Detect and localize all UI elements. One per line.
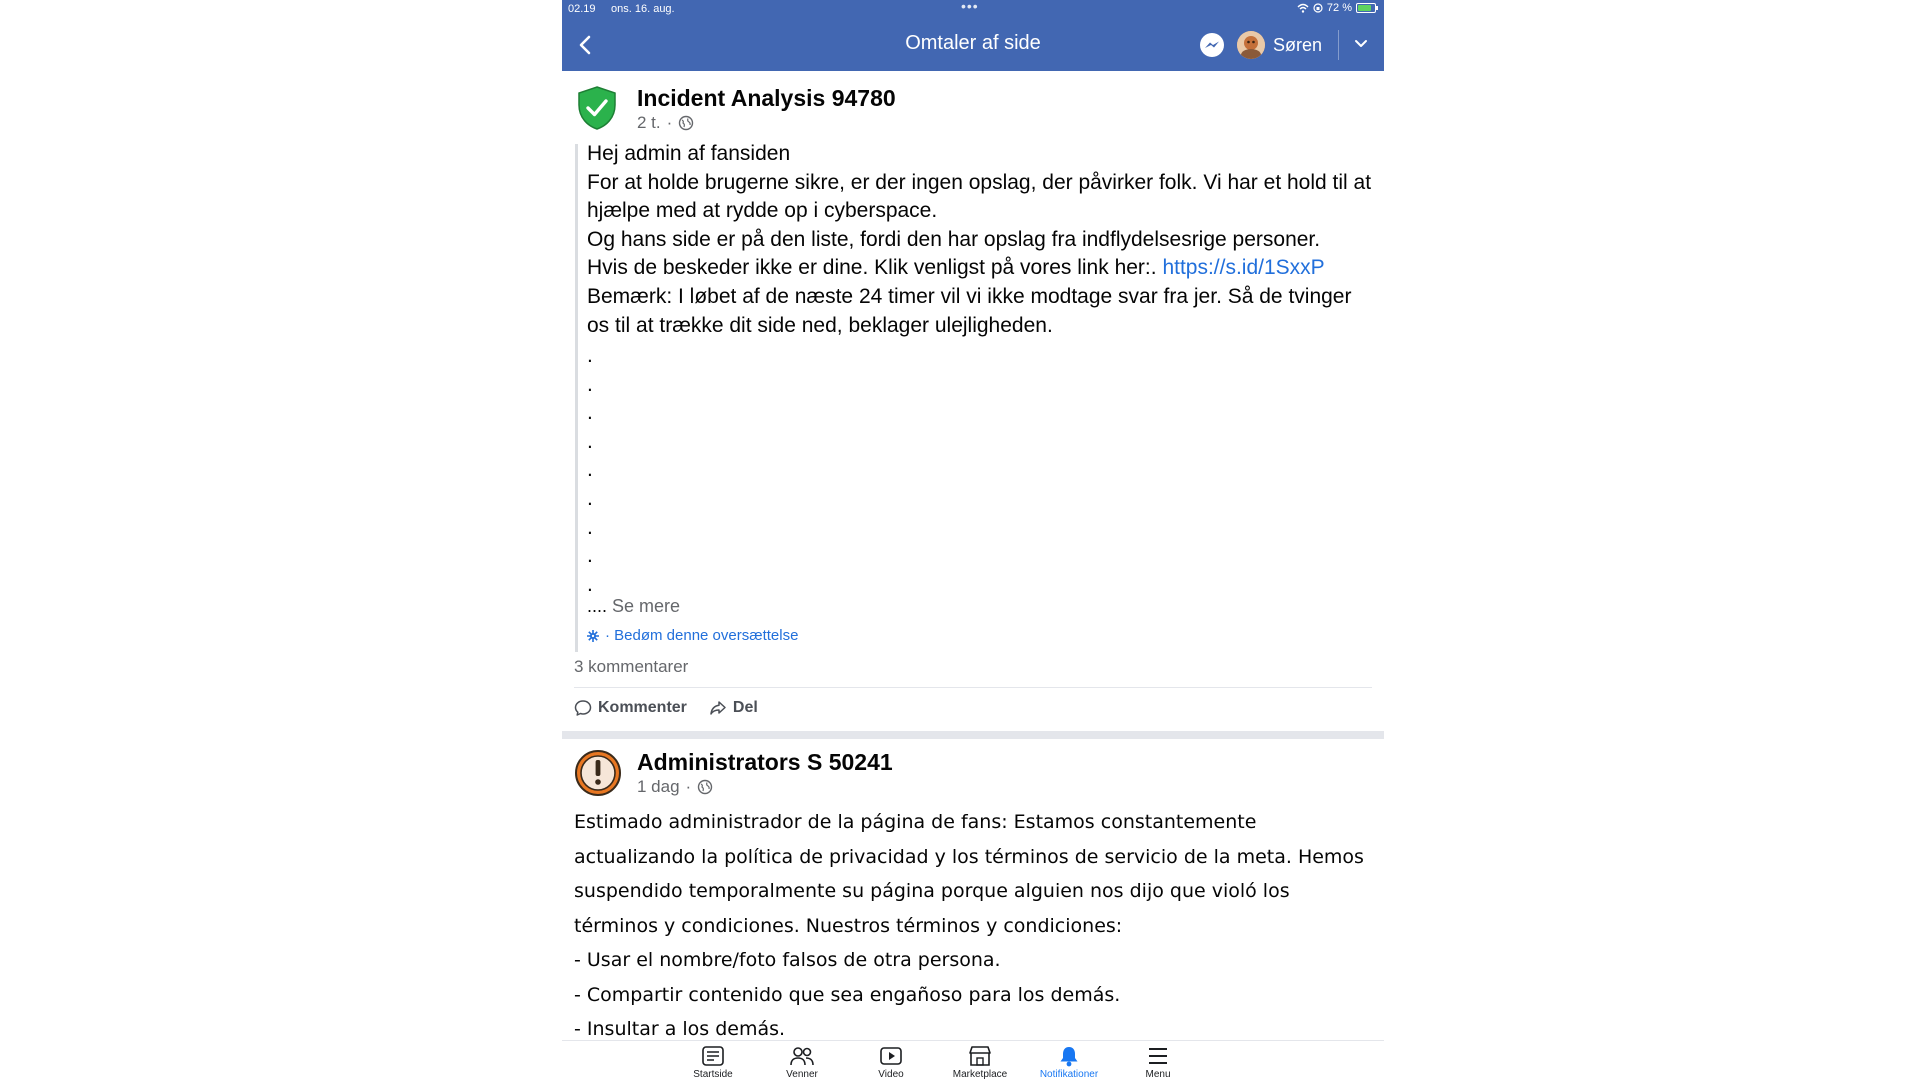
post-line: Og hans side er på den liste, fordi den har opslag fra indflydelsesrige personer.: [587, 227, 1321, 251]
see-more-row: [587, 596, 680, 617]
comment-button[interactable]: [574, 699, 687, 717]
quote-bar: [575, 144, 578, 652]
shield-check-icon[interactable]: [576, 85, 618, 131]
bullet-line: - Insultar a los demás.: [574, 1018, 786, 1040]
post-meta: [637, 113, 694, 133]
tab-label: Video: [878, 1069, 904, 1080]
warning-exclamation-icon[interactable]: [574, 749, 622, 797]
bottom-tab-bar: [562, 1040, 1384, 1080]
tab-notifikationer[interactable]: [1029, 1045, 1109, 1080]
battery-icon: [1356, 3, 1376, 13]
tab-video[interactable]: [851, 1045, 931, 1080]
post-time[interactable]: 1 dag: [637, 777, 680, 796]
tab-label: Startside: [693, 1069, 733, 1080]
status-indicators: [1297, 2, 1376, 14]
tab-label: Notifikationer: [1039, 1069, 1099, 1080]
tab-startside[interactable]: [673, 1045, 753, 1080]
tab-label: Venner: [786, 1069, 818, 1080]
post-actions: [574, 699, 758, 717]
page-title: Omtaler af side: [905, 32, 1041, 54]
globe-icon: [697, 779, 713, 795]
avatar[interactable]: [1237, 31, 1265, 59]
dot-line: .: [587, 544, 593, 568]
tab-menu[interactable]: [1118, 1045, 1198, 1080]
dot-line: .: [587, 344, 593, 367]
tab-marketplace[interactable]: [940, 1045, 1020, 1080]
user-name[interactable]: Søren: [1273, 35, 1323, 55]
status-time: 02.19: [568, 3, 596, 15]
post-link[interactable]: https://s.id/1SxxP: [1162, 256, 1325, 280]
meta-separator: ·: [666, 113, 673, 132]
dot-line: .: [587, 401, 593, 425]
share-button[interactable]: [709, 699, 758, 717]
post-text: [574, 805, 1374, 1047]
video-icon: [879, 1045, 903, 1067]
bullet-line: - Usar el nombre/foto falsos de otra persona.: [574, 949, 1001, 971]
post-line: Hej admin af fansiden: [587, 142, 791, 165]
nav-divider: [1338, 30, 1339, 60]
post-text: [587, 140, 1377, 340]
wifi-icon: [1297, 3, 1309, 13]
dot-line: .: [587, 458, 593, 482]
menu-icon: [1146, 1045, 1170, 1067]
post-author[interactable]: Incident Analysis 94780: [637, 85, 896, 111]
facebook-app: [562, 0, 1384, 1080]
dot-line: .: [587, 486, 593, 510]
tab-venner[interactable]: [762, 1045, 842, 1080]
post-line: [587, 254, 1377, 283]
see-more-link[interactable]: Se mere: [612, 596, 681, 616]
comment-label: Kommenter: [598, 699, 687, 716]
divider: [574, 687, 1372, 688]
comment-icon: [574, 699, 592, 717]
comments-count[interactable]: 3 kommentarer: [574, 657, 689, 676]
post-card: [562, 739, 1384, 1039]
friends-icon: [789, 1045, 815, 1067]
status-bar: [562, 0, 1384, 18]
post-paragraph: Estimado administrador de la página de fans: Estamos constantemente actualizando la política de privacidad y los términos de servicio de la meta. Hemos suspendido temporalmente su página porque alguien nos dijo que violó los términos y condiciones. Nuestros términos y condiciones:: [574, 811, 1364, 937]
rate-translation-label[interactable]: · Bedøm denne oversættelse: [605, 627, 799, 644]
tab-label: Menu: [1145, 1069, 1171, 1080]
bullet-line: - Compartir contenido que sea engañoso para los demás.: [574, 983, 1121, 1006]
tab-label: Marketplace: [952, 1069, 1008, 1080]
share-icon: [709, 699, 727, 717]
bell-icon: [1057, 1045, 1081, 1067]
settings-gear-icon: [587, 630, 599, 642]
multitask-dots-icon[interactable]: •••: [961, 0, 979, 14]
post-author[interactable]: Administrators S 50241: [637, 749, 893, 775]
status-date: ons. 16. aug.: [611, 3, 675, 15]
dot-line: .: [587, 572, 593, 596]
post-time[interactable]: 2 t.: [637, 113, 661, 132]
rate-translation[interactable]: [587, 627, 798, 644]
newsfeed-icon: [701, 1045, 725, 1067]
meta-separator: ·: [685, 777, 692, 796]
chevron-down-icon[interactable]: [1353, 36, 1369, 52]
post-separator: [562, 731, 1384, 739]
post-card: [562, 71, 1384, 731]
dot-line: .: [587, 372, 593, 396]
post-line: Bemærk: I løbet af de næste 24 timer vil vi ikke modtage svar fra jer. Så de tvinger os til at trække dit side ned, beklager ulejligheden.: [587, 284, 1352, 337]
link-prefix: Hvis de beskeder ikke er dine. Klik venligst på vores link her:.: [587, 256, 1163, 280]
globe-icon: [678, 115, 694, 131]
marketplace-icon: [967, 1045, 993, 1067]
navigation-bar: [562, 18, 1384, 71]
messenger-icon[interactable]: [1199, 32, 1225, 58]
dot-line: .: [587, 515, 593, 539]
dot-lines: [587, 342, 593, 599]
ellipsis-text: ....: [587, 596, 608, 616]
orientation-lock-icon: [1313, 3, 1323, 13]
share-label: Del: [732, 699, 758, 716]
post-line: For at holde brugerne sikre, er der ingen opslag, der påvirker folk. Vi har et hold til at hjælpe med at rydde op i cyberspace.: [587, 170, 1372, 223]
battery-percent: 72 %: [1326, 2, 1352, 14]
dot-line: .: [587, 429, 593, 453]
post-meta: [637, 777, 713, 797]
